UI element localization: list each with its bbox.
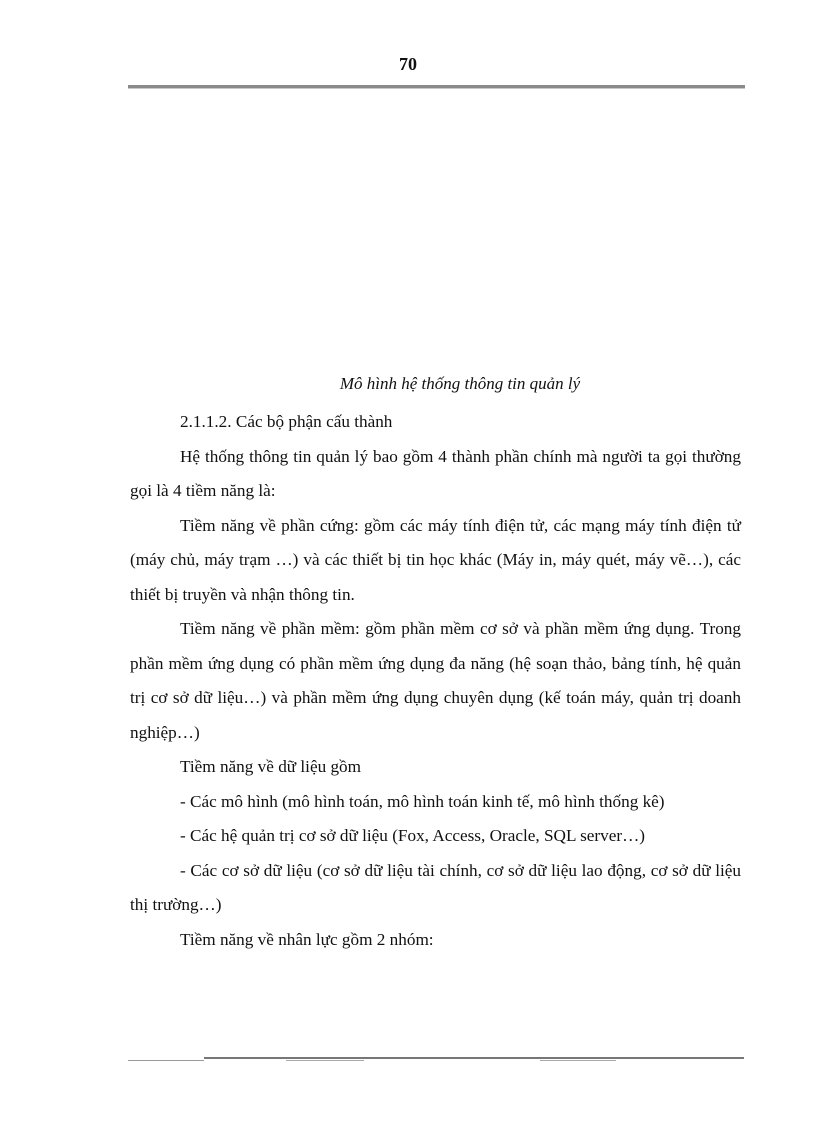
- list-item: - Các hệ quản trị cơ sở dữ liệu (Fox, Access, Oracle, SQL server…): [180, 826, 646, 845]
- footer-divider-accent: [128, 1060, 204, 1061]
- paragraph: Tiềm năng về nhân lực gồm 2 nhóm:: [180, 929, 434, 949]
- list-item: - Các cơ sở dữ liệu (cơ sở dữ liệu tài chính, cơ sở dữ liệu lao động, cơ sở dữ liệu thị trường…): [130, 860, 741, 914]
- section-heading: 2.1.1.2. Các bộ phận cấu thành: [180, 412, 393, 431]
- body-text: [130, 405, 741, 957]
- list-item: - Các mô hình (mô hình toán, mô hình toán kinh tế, mô hình thống kê): [180, 791, 665, 811]
- paragraph: Tiềm năng về phần mềm: gồm phần mềm cơ sở và phần mềm ứng dụng. Trong phần mềm ứng dụng có phần mềm ứng dụng đa năng (hệ soạn thảo, bảng tính, hệ quản trị cơ sở dữ liệu…) và phần mềm ứng dụng chuyên dụng (kế toán máy, quản trị doanh nghiệp…): [130, 619, 741, 742]
- footer-divider-accent: [286, 1060, 364, 1061]
- figure-caption: Mô hình hệ thống thông tin quản lý: [339, 374, 581, 393]
- paragraph: Tiềm năng về dữ liệu gồm: [180, 757, 362, 776]
- paragraph: Tiềm năng về phần cứng: gồm các máy tính điện tử, các mạng máy tính điện tử (máy chủ, máy trạm …) và các thiết bị tin học khác (Máy in, máy quét, máy vẽ…), các thiết bị truyền và nhận thông tin.: [130, 515, 741, 604]
- footer-divider: [204, 1057, 744, 1059]
- paragraph: Hệ thống thông tin quản lý bao gồm 4 thành phần chính mà người ta gọi thường gọi là 4 tiềm năng là:: [130, 446, 741, 500]
- page-number: 70: [399, 54, 417, 74]
- footer-divider-accent: [540, 1060, 616, 1061]
- header-divider: [128, 85, 745, 89]
